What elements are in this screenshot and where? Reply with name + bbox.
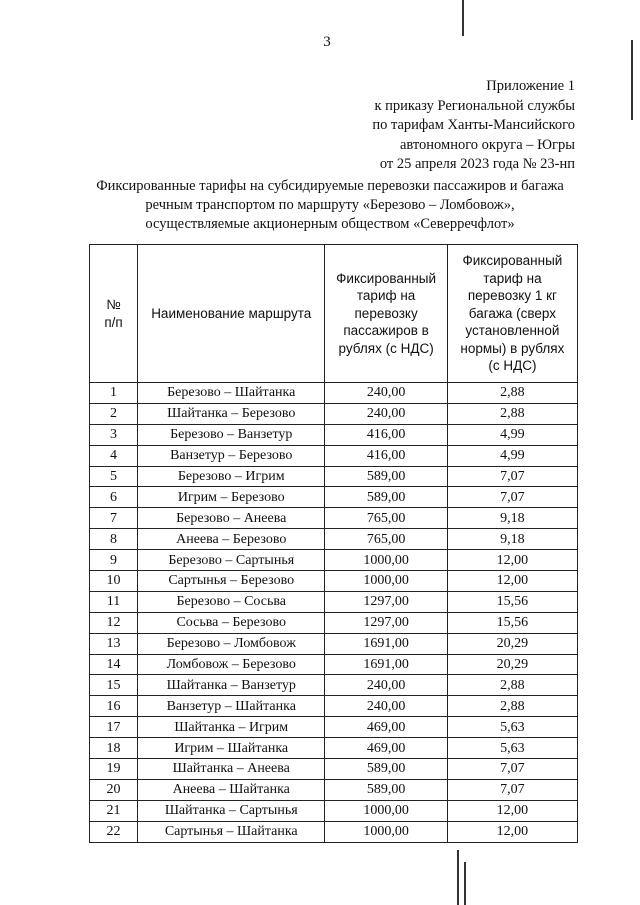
cell-baggage-tariff: 4,99 <box>447 445 577 466</box>
cell-number: 20 <box>90 779 138 800</box>
table-row <box>90 508 578 529</box>
cell-route: Ванзетур – Шайтанка <box>138 696 325 717</box>
header-line: (с НДС) <box>488 358 537 374</box>
cell-route: Шайтанка – Сартынья <box>138 800 325 821</box>
tariffs-table <box>89 244 578 843</box>
cell-baggage-tariff: 12,00 <box>447 821 577 842</box>
cell-number: 21 <box>90 800 138 821</box>
header-line: пассажиров в <box>343 323 429 339</box>
cell-route: Березово – Анеева <box>138 508 325 529</box>
cell-number: 1 <box>90 383 138 404</box>
header-line: рублях (с НДС) <box>338 340 434 356</box>
appendix-line: по тарифам Ханты-Мансийского <box>372 117 575 133</box>
header-line: багажа (сверх <box>468 305 557 321</box>
cell-passenger-tariff: 589,00 <box>325 466 447 487</box>
cell-baggage-tariff: 7,07 <box>447 466 577 487</box>
header-baggage-tariff <box>447 245 577 383</box>
cell-baggage-tariff: 12,00 <box>447 550 577 571</box>
cell-baggage-tariff: 20,29 <box>447 654 577 675</box>
cell-route: Ванзетур – Березово <box>138 445 325 466</box>
cell-number: 6 <box>90 487 138 508</box>
cell-number: 14 <box>90 654 138 675</box>
cell-passenger-tariff: 1691,00 <box>325 654 447 675</box>
table-row <box>90 571 578 592</box>
cell-number: 16 <box>90 696 138 717</box>
cell-route: Березово – Ванзетур <box>138 424 325 445</box>
cell-route: Анеева – Березово <box>138 529 325 550</box>
cell-route: Шайтанка – Березово <box>138 403 325 424</box>
table-row <box>90 445 578 466</box>
cell-baggage-tariff: 7,07 <box>447 759 577 780</box>
cell-route: Анеева – Шайтанка <box>138 779 325 800</box>
table-row <box>90 487 578 508</box>
header-line: перевозку 1 кг <box>467 288 557 304</box>
cell-number: 5 <box>90 466 138 487</box>
cell-number: 4 <box>90 445 138 466</box>
table-row <box>90 633 578 654</box>
cell-baggage-tariff: 7,07 <box>447 487 577 508</box>
cell-baggage-tariff: 2,88 <box>447 696 577 717</box>
appendix-line: к приказу Региональной службы <box>374 97 575 114</box>
cell-number: 8 <box>90 529 138 550</box>
cell-passenger-tariff: 416,00 <box>325 424 447 445</box>
header-passenger-tariff <box>325 245 447 383</box>
cell-passenger-tariff: 1000,00 <box>325 821 447 842</box>
cell-route: Шайтанка – Анеева <box>138 759 325 780</box>
cell-route: Игрим – Шайтанка <box>138 738 325 759</box>
table-row <box>90 654 578 675</box>
document-title <box>70 177 590 234</box>
cell-baggage-tariff: 4,99 <box>447 424 577 445</box>
table-row <box>90 675 578 696</box>
table-row <box>90 759 578 780</box>
cell-baggage-tariff: 9,18 <box>447 529 577 550</box>
header-line: № <box>106 297 121 312</box>
header-route <box>138 245 325 383</box>
cell-baggage-tariff: 12,00 <box>447 800 577 821</box>
table-row <box>90 696 578 717</box>
table-row <box>90 403 578 424</box>
cell-baggage-tariff: 15,56 <box>447 591 577 612</box>
table-row <box>90 424 578 445</box>
cell-baggage-tariff: 7,07 <box>447 779 577 800</box>
cell-route: Шайтанка – Игрим <box>138 717 325 738</box>
cell-route: Сартынья – Березово <box>138 571 325 592</box>
header-line: Фиксированный <box>336 270 437 286</box>
cell-passenger-tariff: 240,00 <box>325 403 447 424</box>
header-line: тариф на <box>356 288 416 304</box>
cell-number: 12 <box>90 612 138 633</box>
cell-passenger-tariff: 589,00 <box>325 759 447 780</box>
cell-passenger-tariff: 240,00 <box>325 696 447 717</box>
appendix-line: Приложение 1 <box>486 78 575 94</box>
table-row <box>90 717 578 738</box>
cell-number: 17 <box>90 717 138 738</box>
table-row <box>90 591 578 612</box>
cell-passenger-tariff: 1297,00 <box>325 612 447 633</box>
cell-number: 2 <box>90 403 138 424</box>
cell-passenger-tariff: 589,00 <box>325 487 447 508</box>
cell-route: Шайтанка – Ванзетур <box>138 675 325 696</box>
appendix-block <box>372 77 575 175</box>
scan-mark-right <box>631 40 633 120</box>
table-row <box>90 821 578 842</box>
cell-baggage-tariff: 20,29 <box>447 633 577 654</box>
cell-passenger-tariff: 240,00 <box>325 675 447 696</box>
cell-passenger-tariff: 469,00 <box>325 738 447 759</box>
cell-route: Березово – Ломбовож <box>138 633 325 654</box>
cell-number: 7 <box>90 508 138 529</box>
cell-passenger-tariff: 1000,00 <box>325 571 447 592</box>
title-line: Фиксированные тарифы на субсидируемые перевозки пассажиров и багажа <box>96 178 564 194</box>
cell-passenger-tariff: 765,00 <box>325 508 447 529</box>
appendix-line: автономного округа – Югры <box>399 136 575 153</box>
scan-mark-top <box>462 0 464 36</box>
cell-route: Березово – Сартынья <box>138 550 325 571</box>
cell-baggage-tariff: 12,00 <box>447 571 577 592</box>
cell-baggage-tariff: 2,88 <box>447 403 577 424</box>
cell-route: Ломбовож – Березово <box>138 654 325 675</box>
table-header-row <box>90 245 578 383</box>
cell-baggage-tariff: 5,63 <box>447 738 577 759</box>
cell-passenger-tariff: 1691,00 <box>325 633 447 654</box>
cell-passenger-tariff: 589,00 <box>325 779 447 800</box>
header-line: Фиксированный <box>462 253 563 269</box>
cell-passenger-tariff: 416,00 <box>325 445 447 466</box>
title-line: осуществляемые акционерным обществом «Северречфлот» <box>145 216 515 232</box>
cell-number: 22 <box>90 821 138 842</box>
cell-passenger-tariff: 1000,00 <box>325 800 447 821</box>
cell-number: 19 <box>90 759 138 780</box>
header-line: Наименование маршрута <box>151 305 312 321</box>
appendix-line: от 25 апреля 2023 года № 23-нп <box>379 156 575 172</box>
cell-number: 11 <box>90 591 138 612</box>
cell-route: Березово – Шайтанка <box>138 383 325 404</box>
header-line: перевозку <box>354 305 418 321</box>
header-line: нормы) в рублях <box>460 340 565 356</box>
cell-passenger-tariff: 469,00 <box>325 717 447 738</box>
table-row <box>90 779 578 800</box>
table-row <box>90 738 578 759</box>
cell-passenger-tariff: 240,00 <box>325 383 447 404</box>
table-row <box>90 800 578 821</box>
cell-route: Игрим – Березово <box>138 487 325 508</box>
cell-passenger-tariff: 1297,00 <box>325 591 447 612</box>
cell-number: 10 <box>90 571 138 592</box>
cell-baggage-tariff: 2,88 <box>447 383 577 404</box>
cell-baggage-tariff: 2,88 <box>447 675 577 696</box>
header-line: установленной <box>465 323 560 339</box>
page-number: 3 <box>323 34 331 50</box>
scan-mark-bottom-2 <box>464 862 466 905</box>
table-row <box>90 466 578 487</box>
table-row <box>90 529 578 550</box>
cell-number: 15 <box>90 675 138 696</box>
header-line: тариф на <box>483 270 542 286</box>
cell-number: 9 <box>90 550 138 571</box>
cell-route: Березово – Сосьва <box>138 591 325 612</box>
cell-route: Березово – Игрим <box>138 466 325 487</box>
cell-number: 18 <box>90 738 138 759</box>
cell-route: Сартынья – Шайтанка <box>138 821 325 842</box>
scan-mark-bottom-1 <box>457 850 459 905</box>
table-row <box>90 612 578 633</box>
cell-route: Сосьва – Березово <box>138 612 325 633</box>
table-row <box>90 383 578 404</box>
title-line: речным транспортом по маршруту «Березово – Ломбовож», <box>145 197 515 213</box>
cell-number: 13 <box>90 633 138 654</box>
cell-passenger-tariff: 1000,00 <box>325 550 447 571</box>
header-line: п/п <box>104 314 123 330</box>
cell-baggage-tariff: 15,56 <box>447 612 577 633</box>
table-row <box>90 550 578 571</box>
cell-baggage-tariff: 9,18 <box>447 508 577 529</box>
cell-passenger-tariff: 765,00 <box>325 529 447 550</box>
header-number <box>90 245 138 383</box>
cell-baggage-tariff: 5,63 <box>447 717 577 738</box>
cell-number: 3 <box>90 424 138 445</box>
